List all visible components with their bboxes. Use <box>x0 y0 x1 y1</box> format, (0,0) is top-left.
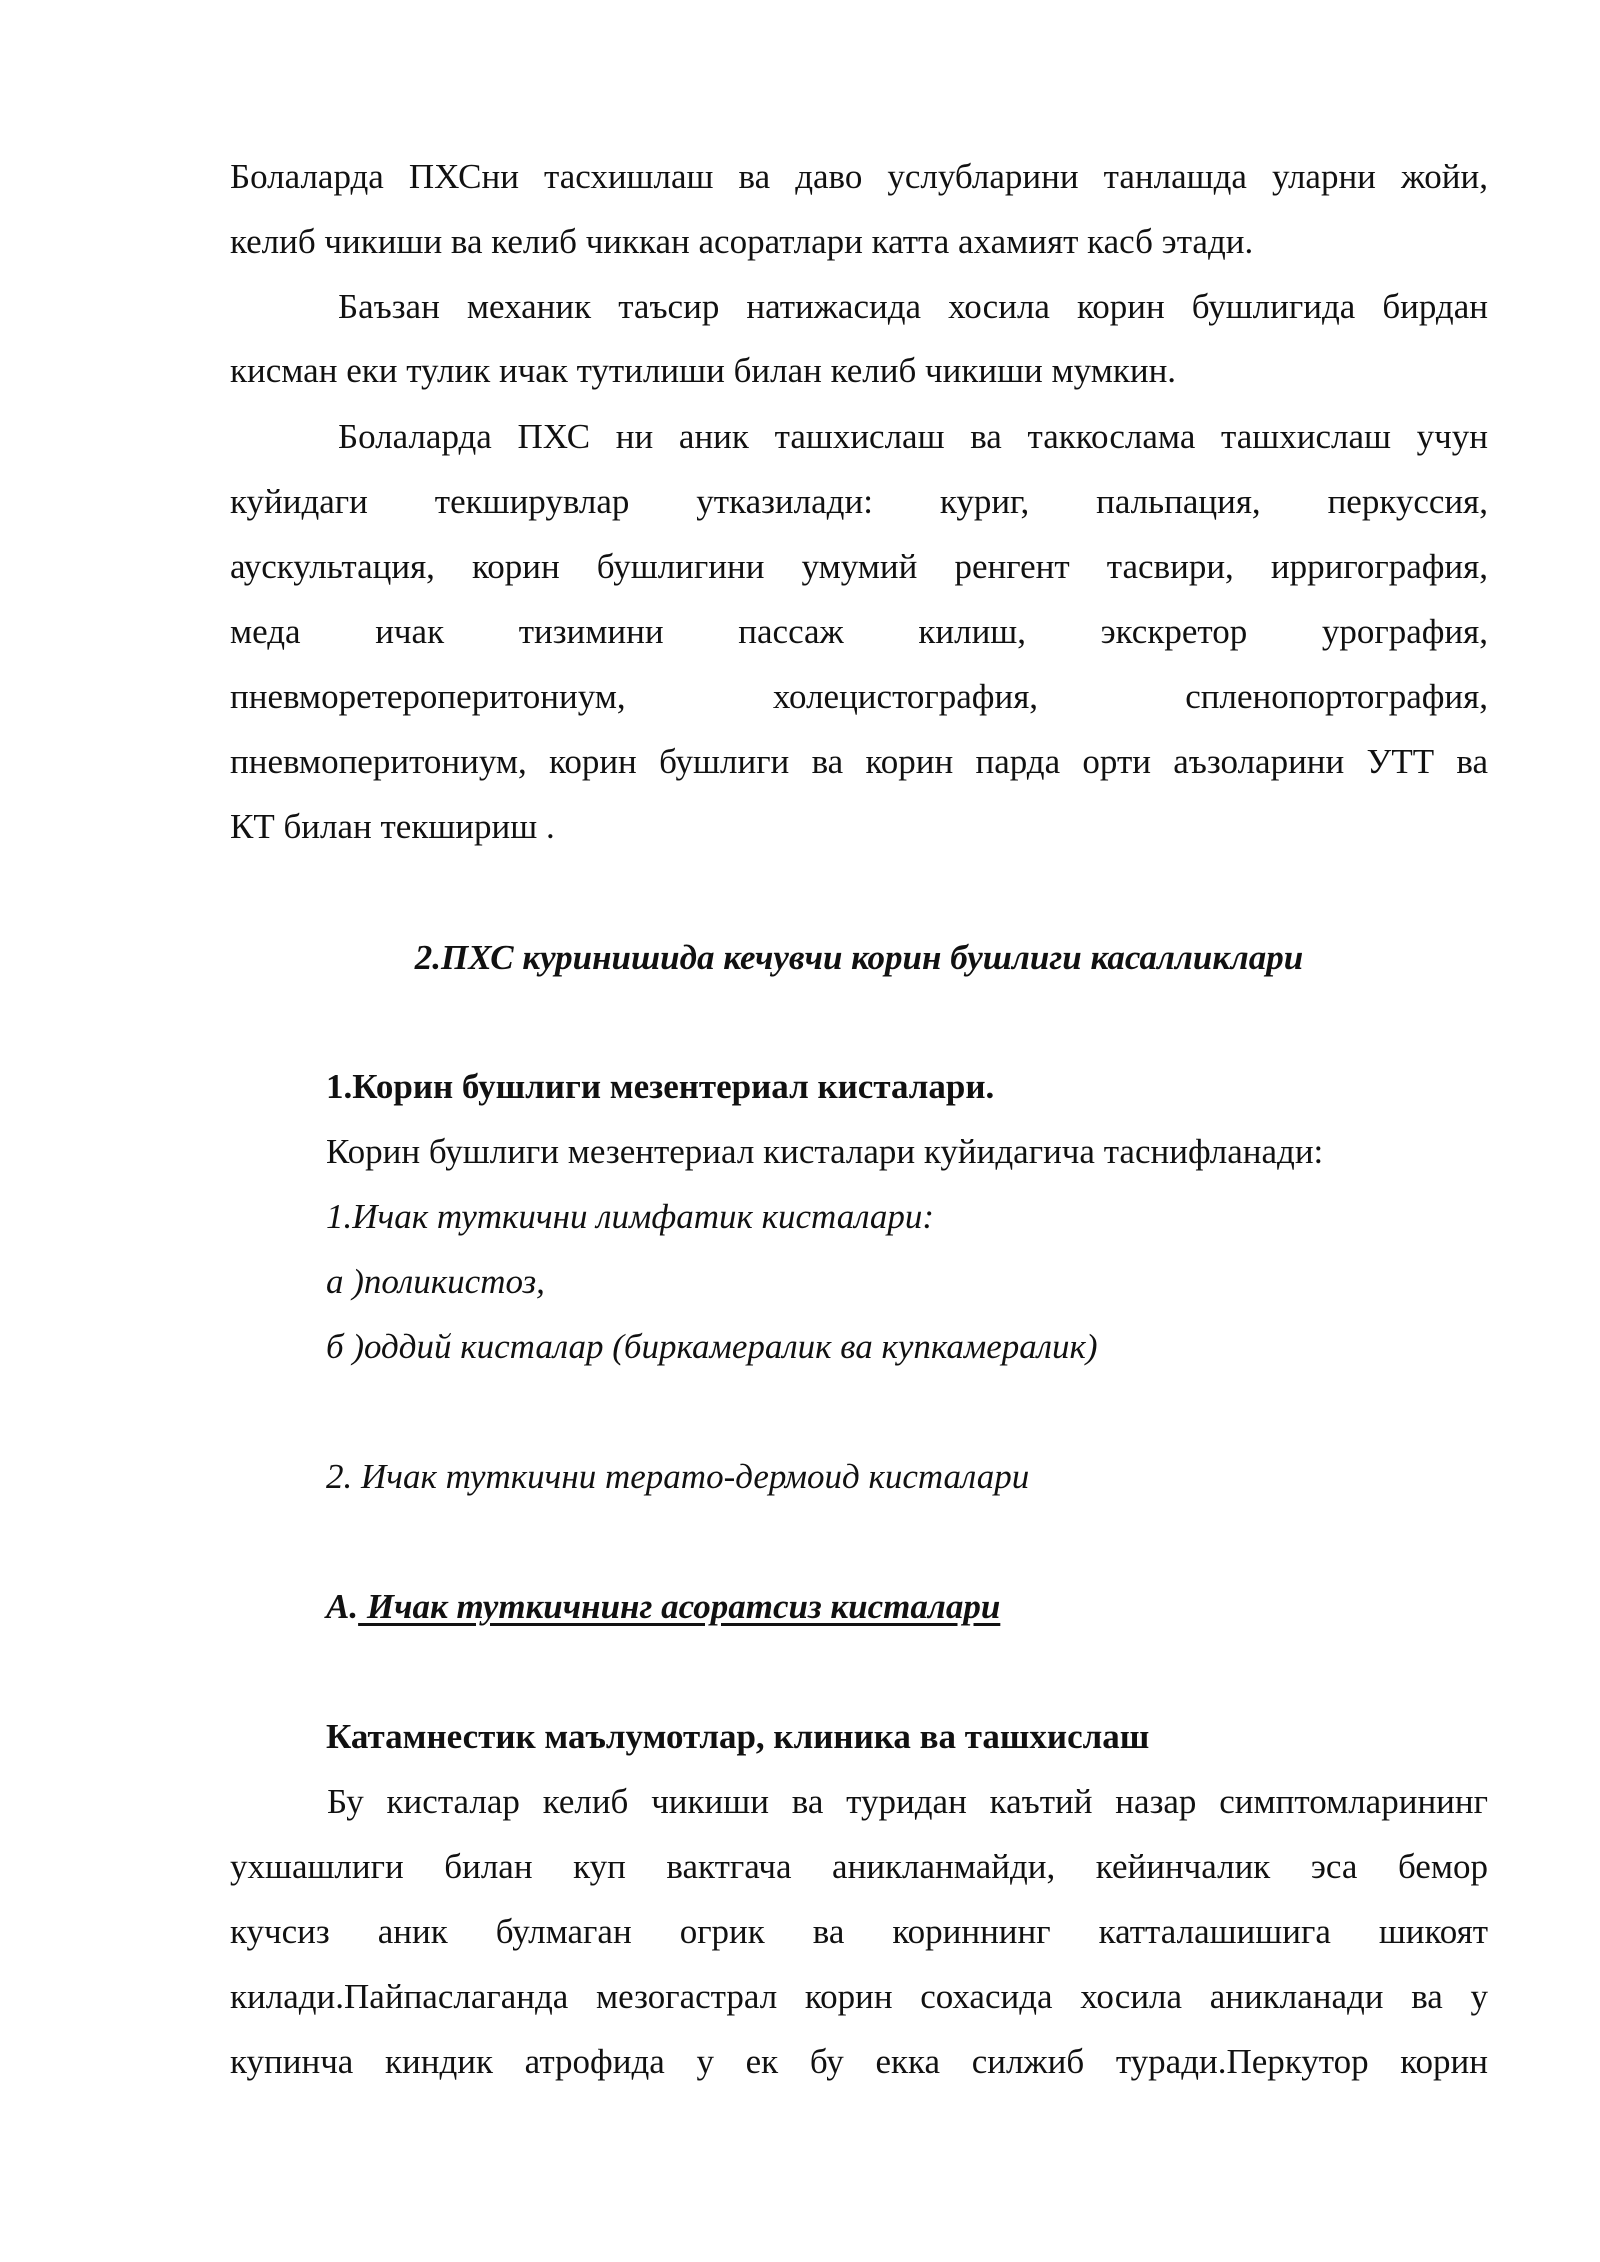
list-item-1: 1.Ичак туткични лимфатик кисталари: <box>326 1197 935 1236</box>
paragraph-3-line-5: пневморетероперитониум, холецистография, спленопортография, <box>230 677 1488 716</box>
paragraph-4-line-3: кучсиз аник булмаган огрик ва кориннинг катталашишига шикоят <box>230 1912 1488 1951</box>
list-item-1b: б )оддий кисталар (биркамералик ва купкамералик) <box>326 1327 1098 1366</box>
paragraph-3-line-2: куйидаги текширувлар утказилади: куриг, пальпация, перкуссия, <box>230 482 1488 521</box>
paragraph-4-line-2: ухшашлиги билан куп вактгача аникланмайди, кейинчалик эса бемор <box>230 1847 1488 1886</box>
list-item-2: 2. Ичак туткични терато-дермоид кисталари <box>326 1457 1030 1496</box>
section-a-heading <box>326 1586 1488 1628</box>
paragraph-3-line-1: Болаларда ПХС ни аник ташхислаш ва таккослама ташхислаш учун <box>338 417 1488 456</box>
paragraph-2-line-1: Баъзан механик таъсир натижасида хосила корин бушлигида бирдан <box>338 287 1488 326</box>
paragraph-2-line-2: кисман еки тулик ичак тутилиши билан келиб чикиши мумкин. <box>230 351 1177 390</box>
list-item-1a: а )поликистоз, <box>326 1262 545 1301</box>
paragraph-4-line-5: купинча киндик атрофида у ек бу екка силжиб туради.Перкутор корин <box>230 2042 1488 2081</box>
paragraph-4-line-4: килади.Пайпаслаганда мезогастрал корин сохасида хосила аникланади ва у <box>230 1977 1488 2016</box>
paragraph-3-line-3: аускультация, корин бушлигини умумий ренгент тасвири, ирригография, <box>230 547 1488 586</box>
catamnesis-heading: Катамнестик маълумотлар, клиника ва ташхислаш <box>326 1717 1150 1756</box>
paragraph-3-line-4: меда ичак тизимини пассаж килиш, экскретор урография, <box>230 612 1488 651</box>
paragraph-1-line-1: Болаларда ПХСни тасхишлаш ва даво услубларини танлашда уларни жойи, <box>230 157 1488 196</box>
sub-heading: 1.Корин бушлиги мезентериал кисталари. <box>326 1067 995 1106</box>
paragraph-1-line-2: келиб чикиши ва келиб чиккан асоратлари катта ахамият касб этади. <box>230 222 1254 261</box>
paragraph-3-line-7: КТ билан текшириш . <box>230 807 555 846</box>
paragraph-3-line-6: пневмоперитониум, корин бушлиги ва корин парда орти аъзоларини УТТ ва <box>230 742 1488 781</box>
section-a-prefix: А. <box>326 1587 359 1626</box>
classification-intro: Корин бушлиги мезентериал кисталари куйидагича таснифланади: <box>326 1132 1324 1171</box>
paragraph-4-line-1: Бу кисталар келиб чикиши ва туридан каътий назар симптомларининг <box>327 1782 1488 1821</box>
section-heading: 2.ПХС куринишида кечувчи корин бушлиги касалликлари <box>414 938 1304 977</box>
section-a-title: Ичак туткичнинг асоратсиз кисталари <box>358 1587 1001 1626</box>
